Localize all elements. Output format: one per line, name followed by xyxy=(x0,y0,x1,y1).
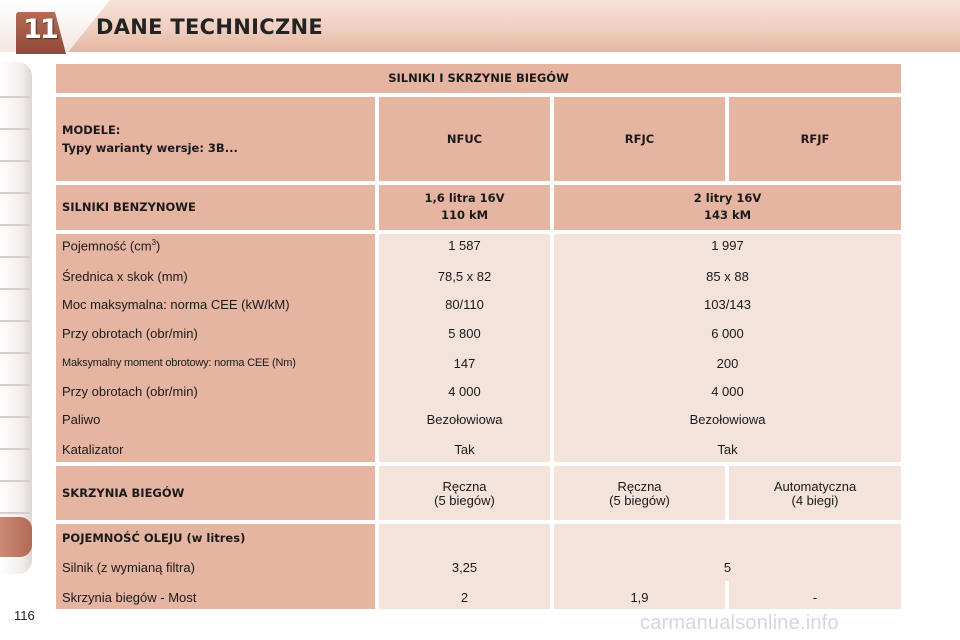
oil-label-gearbox: Skrzynia biegów - Most xyxy=(62,590,197,605)
engine-a-header xyxy=(379,185,550,230)
oil-value-gearbox-nfuc: 2 xyxy=(460,590,469,605)
chapter-rail xyxy=(0,62,32,574)
spec-value-catalyst-b: Tak xyxy=(717,442,738,457)
spec-value-bore-stroke-b: 85 x 88 xyxy=(706,269,749,284)
oil-value-engine-a: 3,25 xyxy=(451,560,478,575)
rail-tab-divider xyxy=(0,320,30,322)
spec-label-catalyst: Katalizator xyxy=(62,442,124,457)
rail-tab-divider xyxy=(0,480,30,482)
rail-tab-divider xyxy=(0,384,30,386)
spec-value-max-power-b: 103/143 xyxy=(704,297,751,312)
gearbox-rfjf-gears: (4 biegi) xyxy=(791,493,839,508)
models-label: MODELE: xyxy=(62,123,121,137)
spec-value-torque-rpm-b: 4 000 xyxy=(711,384,744,399)
gearbox-label: SKRZYNIA BIEGÓW xyxy=(56,466,375,520)
spec-label-torque-rpm: Przy obrotach (obr/min) xyxy=(62,384,198,399)
gearbox-rfjf-cell xyxy=(729,466,901,520)
spec-value-torque-rpm-a: 4 000 xyxy=(448,384,481,399)
gearbox-rfjc-cell xyxy=(554,466,725,520)
model-rfjf-header: RFJF xyxy=(729,97,901,181)
rail-tab-divider xyxy=(0,96,30,98)
watermark: carmanualsonline.info xyxy=(640,612,839,634)
spec-label-max-torque: Maksymalny moment obrotowy: norma CEE (Nm) xyxy=(62,357,296,369)
rail-tab-divider xyxy=(0,448,30,450)
spec-label-displacement: Pojemność $(cm^3)$ xyxy=(62,238,161,254)
engine-b-name: 2 litry 16V xyxy=(693,191,762,205)
spec-value-power-rpm-b: 6 000 xyxy=(711,326,744,341)
spec-value-power-rpm-a: 5 800 xyxy=(448,326,481,341)
spec-value-fuel-a: Bezołowiowa xyxy=(426,412,503,427)
engine-a-power: 110 kM xyxy=(440,208,489,222)
engine-b-header xyxy=(554,185,901,230)
oil-value-engine-b: 5 xyxy=(723,560,732,575)
rail-tab-divider xyxy=(0,160,30,162)
models-sublabel: Typy warianty wersje: 3B... xyxy=(62,141,238,155)
spec-value-catalyst-a: Tak xyxy=(454,442,475,457)
rail-tab-divider xyxy=(0,128,30,130)
rail-tab-divider xyxy=(0,192,30,194)
rail-tab-divider xyxy=(0,416,30,418)
spec-value-displacement-b: 1 997 xyxy=(711,238,744,253)
rail-tab-divider xyxy=(0,512,30,514)
engine-b-power: 143 kM xyxy=(703,208,752,222)
spec-value-max-torque-a: 147 xyxy=(453,356,476,371)
oil-value-gearbox-rfjc: 1,9 xyxy=(630,590,649,605)
rail-tab-divider xyxy=(0,288,30,290)
spec-label-max-power: Moc maksymalna: norma CEE (kW/kM) xyxy=(62,297,290,312)
spec-value-max-power-a: 80/110 xyxy=(445,297,484,312)
page-number: 116 xyxy=(14,608,35,623)
rail-tab-divider xyxy=(0,352,30,354)
engines-label: SILNIKI BENZYNOWE xyxy=(56,185,375,230)
spec-label-bore-stroke: Średnica x skok (mm) xyxy=(62,269,188,284)
spec-label-power-rpm: Przy obrotach (obr/min) xyxy=(62,326,198,341)
spec-value-bore-stroke-a: 78,5 x 82 xyxy=(437,269,492,284)
section-title: SILNIKI I SKRZYNIE BIEGÓW xyxy=(56,64,901,93)
models-label-cell xyxy=(56,97,375,181)
engine-a-name: 1,6 litra 16V xyxy=(424,191,505,205)
page-title: DANE TECHNICZNE xyxy=(96,15,324,39)
spec-value-displacement-a: 1 587 xyxy=(448,238,481,253)
gearbox-nfuc-type: Ręczna xyxy=(442,479,487,494)
model-nfuc-header: NFUC xyxy=(379,97,550,181)
spec-label-fuel: Paliwo xyxy=(62,412,101,427)
spec-value-max-torque-b: 200 xyxy=(716,356,739,371)
oil-value-gearbox-rfjf: - xyxy=(812,590,818,605)
rail-tab-divider xyxy=(0,224,30,226)
spec-value-fuel-b: Bezołowiowa xyxy=(689,412,766,427)
oil-capacity-heading: POJEMNOŚĆ OLEJU (w litres) xyxy=(62,531,246,545)
gearbox-nfuc-cell xyxy=(379,466,550,520)
model-rfjc-header: RFJC xyxy=(554,97,725,181)
gearbox-rfjf-type: Automatyczna xyxy=(773,479,857,494)
chapter-number: 11 xyxy=(23,14,57,45)
gearbox-rfjc-type: Ręczna xyxy=(617,479,662,494)
gearbox-rfjc-gears: (5 biegów) xyxy=(609,493,670,508)
gearbox-nfuc-gears: (5 biegów) xyxy=(434,493,495,508)
rail-tab-divider xyxy=(0,256,30,258)
rail-active-chapter-tab[interactable] xyxy=(0,517,32,557)
oil-label-engine: Silnik (z wymianą filtra) xyxy=(62,560,195,575)
